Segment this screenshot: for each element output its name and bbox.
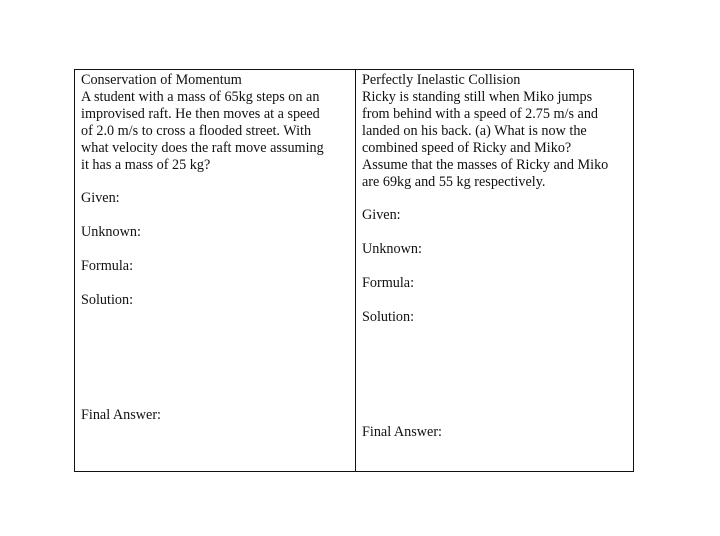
problem-2-solution-label: Solution: (362, 309, 415, 325)
problem-2-text-line: Assume that the masses of Ricky and Miko (362, 157, 609, 173)
problem-1-text-line: improvised raft. He then moves at a speed (81, 106, 320, 122)
problem-1-given-label: Given: (81, 190, 120, 206)
problem-2-text-line: Ricky is standing still when Miko jumps (362, 89, 593, 105)
problem-1-final-answer-label: Final Answer: (81, 407, 161, 423)
problem-2-cell (356, 70, 633, 471)
problem-2-text-line: landed on his back. (a) What is now the (362, 123, 587, 139)
problem-1-unknown-label: Unknown: (81, 224, 141, 240)
problem-1-solution-label: Solution: (81, 292, 134, 308)
problem-1-text-line: of 2.0 m/s to cross a flooded street. With (81, 123, 312, 139)
problem-2-unknown-label: Unknown: (362, 241, 422, 257)
problem-1-text-line: what velocity does the raft move assuming (81, 140, 324, 156)
worksheet-table (74, 69, 634, 472)
problem-2-given-label: Given: (362, 207, 401, 223)
problem-1-heading: Conservation of Momentum (81, 72, 242, 88)
problem-2-text-line: from behind with a speed of 2.75 m/s and (362, 106, 599, 122)
problem-2-text-line: are 69kg and 55 kg respectively. (362, 174, 546, 190)
problem-2-final-answer-label: Final Answer: (362, 424, 442, 440)
problem-1-formula-label: Formula: (81, 258, 134, 274)
problem-1-text-line: it has a mass of 25 kg? (81, 157, 211, 173)
problem-1-cell (75, 70, 356, 471)
problem-1-text-line: A student with a mass of 65kg steps on an (81, 89, 320, 105)
problem-2-heading: Perfectly Inelastic Collision (362, 72, 521, 88)
problem-2-text-line: combined speed of Ricky and Miko? (362, 140, 572, 156)
problem-2-formula-label: Formula: (362, 275, 415, 291)
